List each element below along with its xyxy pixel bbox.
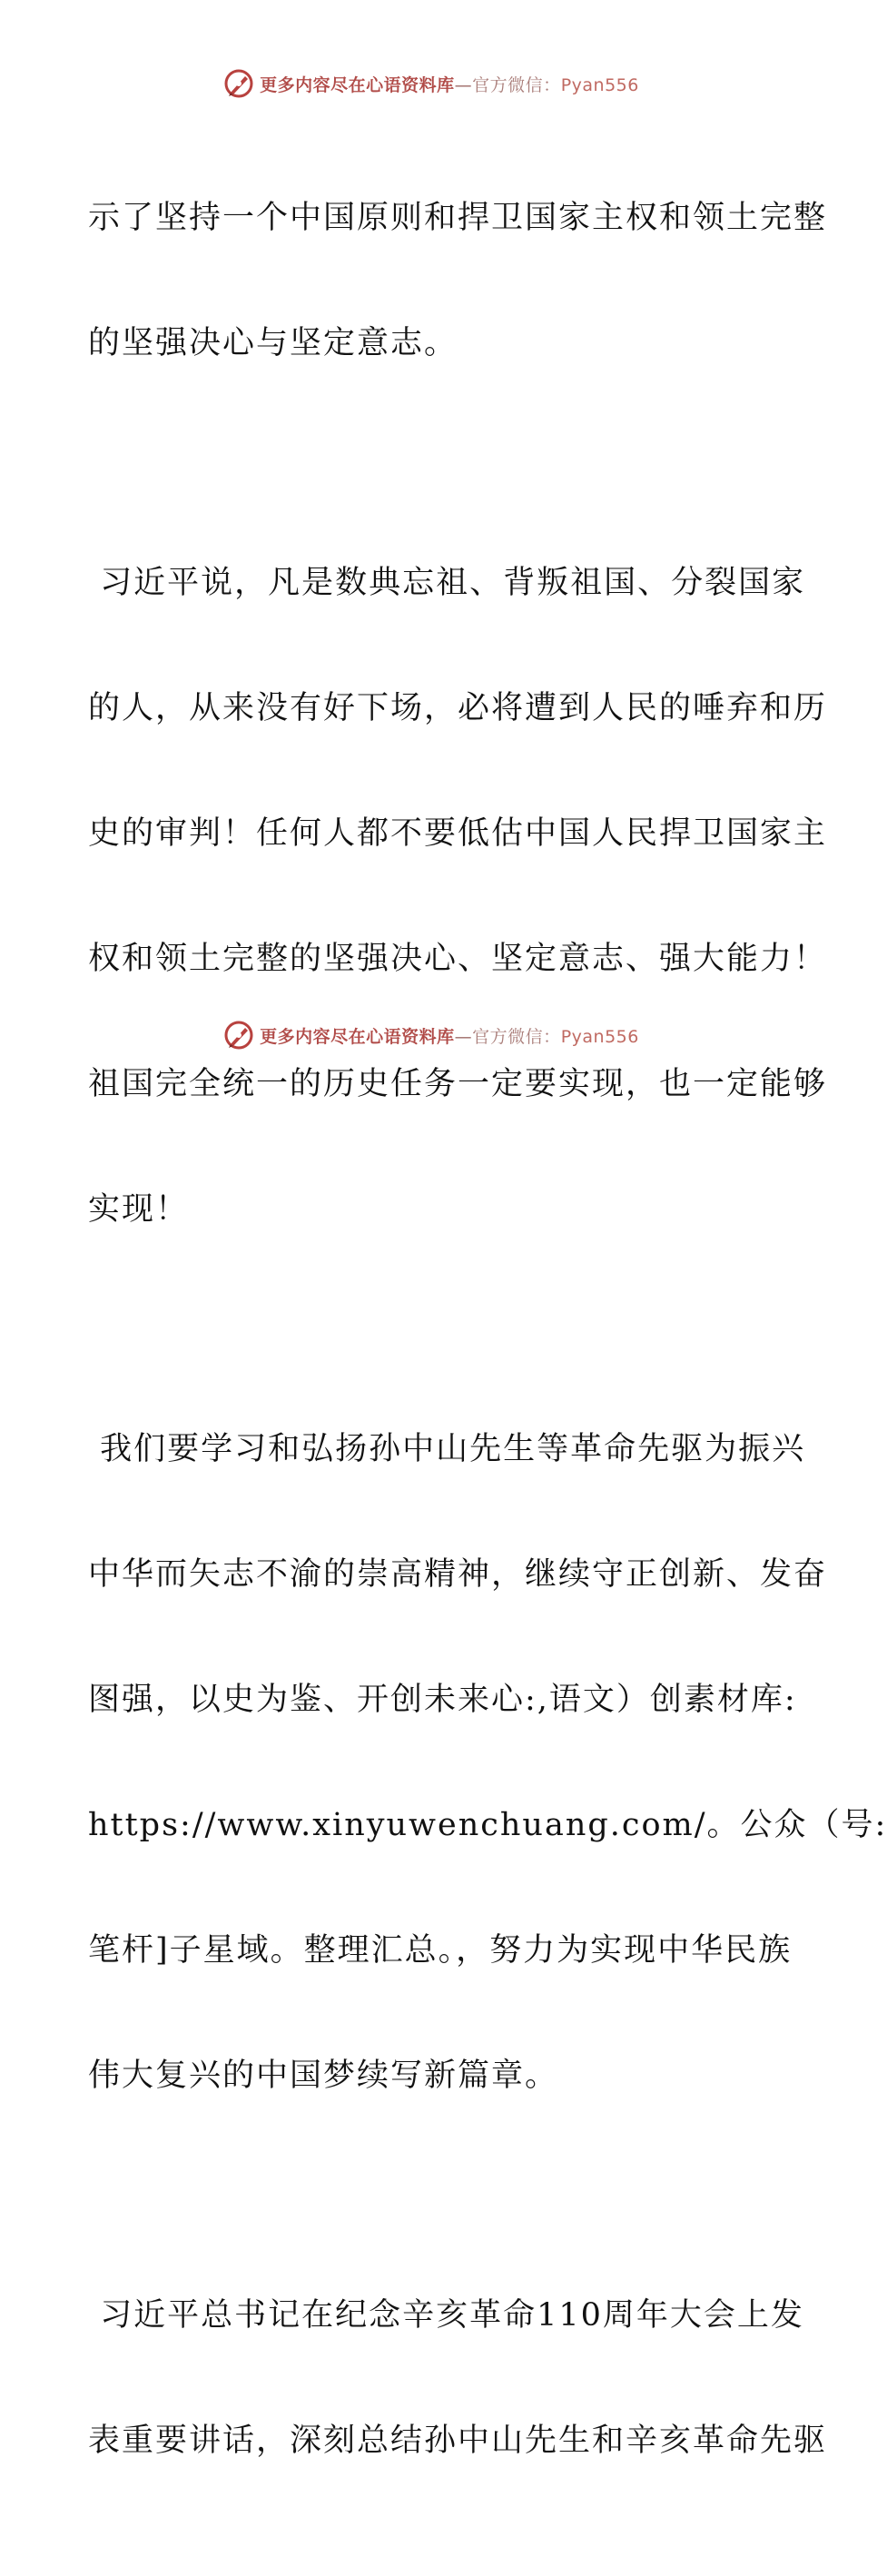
text-line: https://www.xinyuwenchuang.com/。公众（号: (88, 1807, 887, 1843)
header-watermark (0, 65, 862, 102)
text-line: 权和领土完整的坚强决心、坚定意志、强大能力！ (88, 941, 828, 977)
watermark-group (223, 1020, 639, 1051)
watermark-wechat-id: Pyan556 (560, 1026, 639, 1047)
paragraph-1 (88, 114, 828, 448)
paragraph-2 (88, 479, 828, 1314)
text-line: 中华而矢志不渝的崇高精神，继续守正创新、发奋 (88, 1556, 828, 1593)
watermark-separator: — (454, 74, 473, 95)
text-line: 史的审判！任何人都不要低估中国人民捍卫国家主 (88, 815, 828, 852)
text-line: 笔杆]子星域。整理汇总。，努力为实现中华民族 (88, 1932, 793, 1969)
text-line: 伟大复兴的中国梦续写新篇章。 (88, 2058, 559, 2094)
text-line: 祖国完全统一的历史任务一定要实现，也一定能够 (88, 1066, 828, 1102)
red-pen-circle-logo-icon (223, 68, 254, 99)
paragraph-3 (88, 1345, 887, 2180)
text-line: 我们要学习和弘扬孙中山先生等革命先驱为振兴 (88, 1431, 806, 1467)
paragraph-4 (88, 2211, 828, 2545)
watermark-main-text: 更多内容尽在心语资料库 (260, 74, 455, 95)
watermark-separator: — (454, 1026, 473, 1047)
text-line: 的人，从来没有好下场，必将遭到人民的唾弃和历 (88, 690, 828, 726)
text-line: 表重要讲话，深刻总结孙中山先生和辛亥革命先驱 (88, 2423, 828, 2459)
watermark-wechat-label: 官方微信： (472, 1026, 561, 1047)
watermark-text (260, 1023, 639, 1048)
document-body (88, 114, 887, 2576)
text-line: 的坚强决心与坚定意志。 (88, 325, 458, 361)
text-line: 习近平总书记在纪念辛亥革命110周年大会上发 (88, 2297, 804, 2334)
text-line: 习近平说，凡是数典忘祖、背叛祖国、分裂国家 (88, 565, 806, 601)
red-pen-circle-logo-icon (223, 1020, 254, 1051)
watermark-main-text: 更多内容尽在心语资料库 (260, 1026, 455, 1047)
watermark-wechat-label: 官方微信： (472, 74, 561, 95)
text-line: 图强，以史为鉴、开创未来心:,语文）创素材库: (88, 1682, 797, 1718)
watermark-wechat-id: Pyan556 (560, 74, 639, 95)
watermark-group (223, 68, 639, 99)
text-line: 实现！ (88, 1191, 190, 1228)
watermark-text (260, 72, 639, 96)
footer-watermark (0, 1017, 862, 1053)
text-line: 示了坚持一个中国原则和捍卫国家主权和领土完整 (88, 200, 828, 236)
